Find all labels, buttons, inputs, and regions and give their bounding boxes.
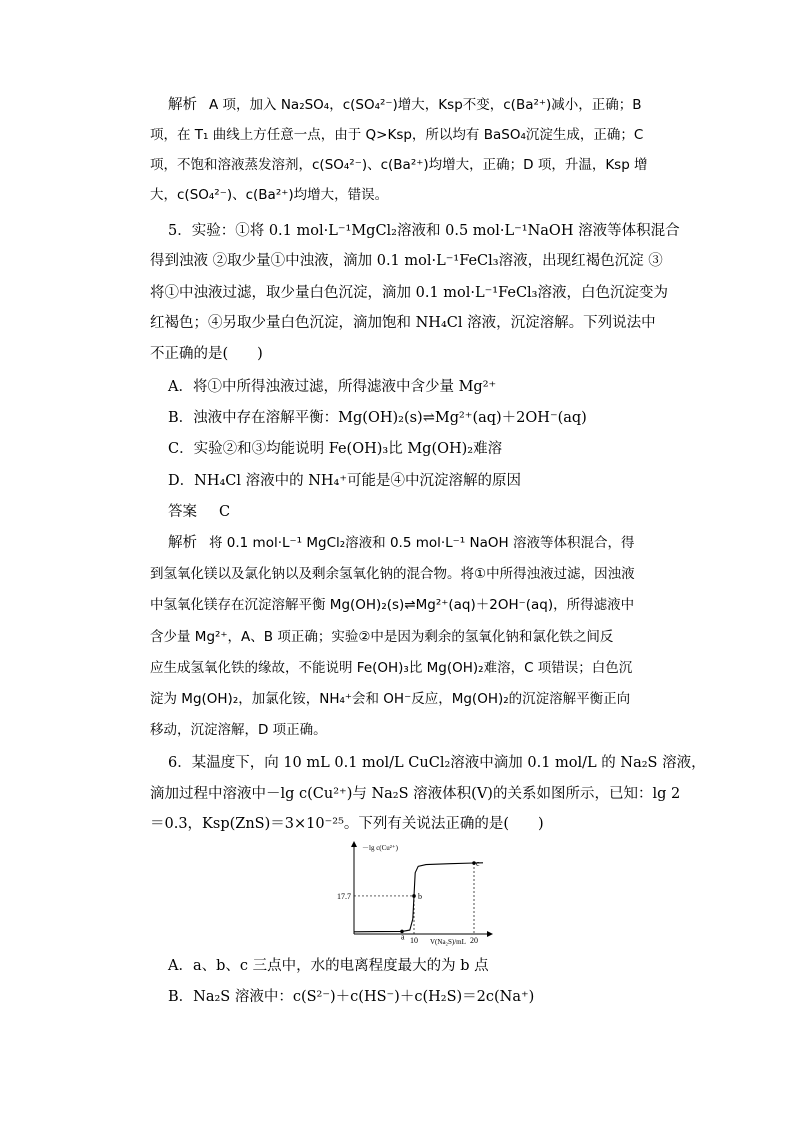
question5-option-b: B．浊液中存在溶解平衡：Mg(OH)₂(s)⇌Mg²⁺(aq)＋2OH⁻(aq) — [168, 410, 587, 426]
question6-line-3: ＝0.3，Ksp(ZnS)＝3×10⁻²⁵。下列有关说法正确的是( ) — [150, 816, 544, 832]
question5-option-c: C．实验②和③均能说明 Fe(OH)₃比 Mg(OH)₂难溶 — [168, 441, 503, 457]
y-tick-17-7: 17.7 — [337, 891, 351, 901]
x-tick-10: 10 — [410, 936, 418, 945]
point-a-label: a — [401, 932, 405, 942]
point-c-label: c — [476, 859, 480, 869]
question5-solution-line-5: 应生成氢氧化铁的缘故，不能说明 Fe(OH)₃比 Mg(OH)₂难溶，C 项错误；白色沉 — [150, 660, 633, 676]
solution4-line-3: 项，不饱和溶液蒸发溶剂，c(SO₄²⁻)、c(Ba²⁺)均增大，正确；D 项，升温，Ksp 增 — [150, 157, 648, 173]
point-b-label: b — [418, 891, 422, 901]
titration-graph — [320, 838, 500, 948]
question5-option-d: D．NH₄Cl 溶液中的 NH₄⁺可能是④中沉淀溶解的原因 — [168, 473, 522, 489]
y-axis-label: －lg c(Cu²⁺) — [362, 844, 398, 852]
question5-line-4: 红褐色；④另取少量白色沉淀，滴加饱和 NH₄Cl 溶液，沉淀溶解。下列说法中 — [150, 315, 656, 331]
solution4-line-1: 解析 A 项，加入 Na₂SO₄，c(SO₄²⁻)增大，Ksp不变，c(Ba²⁺)减小，正确；B — [168, 97, 642, 113]
solution5-label: 解析 — [168, 535, 197, 551]
question6-option-a: A．a、b、c 三点中，水的电离程度最大的为 b 点 — [168, 958, 489, 974]
question5-line-1: 5．实验：①将 0.1 mol·L⁻¹MgCl₂溶液和 0.5 mol·L⁻¹NaOH 溶液等体积混合 — [168, 223, 680, 239]
x-axis-label: V(Na₂S)/mL — [430, 938, 466, 946]
question5-answer — [168, 497, 698, 527]
solution4-line-4: 大，c(SO₄²⁻)、c(Ba²⁺)均增大，错误。 — [150, 187, 389, 203]
question5-option-a: A．将①中所得浊液过滤，所得滤液中含少量 Mg²⁺ — [168, 379, 497, 395]
question5-solution-line-3: 中氢氧化镁存在沉淀溶解平衡 Mg(OH)₂(s)⇌Mg²⁺(aq)＋2OH⁻(aq)，所得滤液中 — [150, 597, 635, 613]
question5-line-5: 不正确的是( ) — [150, 346, 263, 362]
solution4-label: 解析 — [168, 97, 197, 113]
question5-solution-line-2: 到氢氧化镁以及氯化钠以及剩余氢氧化钠的混合物。将①中所得浊液过滤，因浊液 — [150, 566, 635, 582]
question5-line-3: 将①中浊液过滤，取少量白色沉淀，滴加 0.1 mol·L⁻¹FeCl₃溶液，白色沉淀变为 — [150, 285, 668, 301]
x-tick-20: 20 — [470, 936, 478, 945]
question5-line-2: 得到浊液 ②取少量①中浊液，滴加 0.1 mol·L⁻¹FeCl₃溶液，出现红褐色沉淀 ③ — [150, 253, 663, 269]
question5-solution-line-6: 淀为 Mg(OH)₂，加氯化铵，NH₄⁺会和 OH⁻反应，Mg(OH)₂的沉淀溶解平衡正向 — [150, 691, 631, 707]
question6-line-1: 6．某温度下，向 10 mL 0.1 mol/L CuCl₂溶液中滴加 0.1 mol/L 的 Na₂S 溶液， — [168, 755, 706, 771]
question6-option-b: B．Na₂S 溶液中：c(S²⁻)＋c(HS⁻)＋c(H₂S)＝2c(Na⁺) — [168, 989, 535, 1005]
question6-line-2: 滴加过程中溶液中－lg c(Cu²⁺)与 Na₂S 溶液体积(V)的关系如图所示，已知：lg 2 — [150, 786, 681, 802]
question5-solution-line-4: 含少量 Mg²⁺，A、B 项正确；实验②中是因为剩余的氢氧化钠和氯化铁之间反 — [150, 629, 614, 645]
question5-solution-line-7: 移动，沉淀溶解，D 项正确。 — [150, 722, 327, 738]
answer-value: C — [219, 504, 231, 520]
answer-label: 答案 — [168, 504, 197, 520]
point-b — [412, 894, 416, 898]
question5-solution-line-1: 解析 将 0.1 mol·L⁻¹ MgCl₂溶液和 0.5 mol·L⁻¹ NaOH 溶液等体积混合，得 — [168, 535, 635, 551]
solution4-line-2: 项，在 T₁ 曲线上方任意一点，由于 Q>Ksp，所以均有 BaSO₄沉淀生成，正确；C — [150, 127, 644, 143]
